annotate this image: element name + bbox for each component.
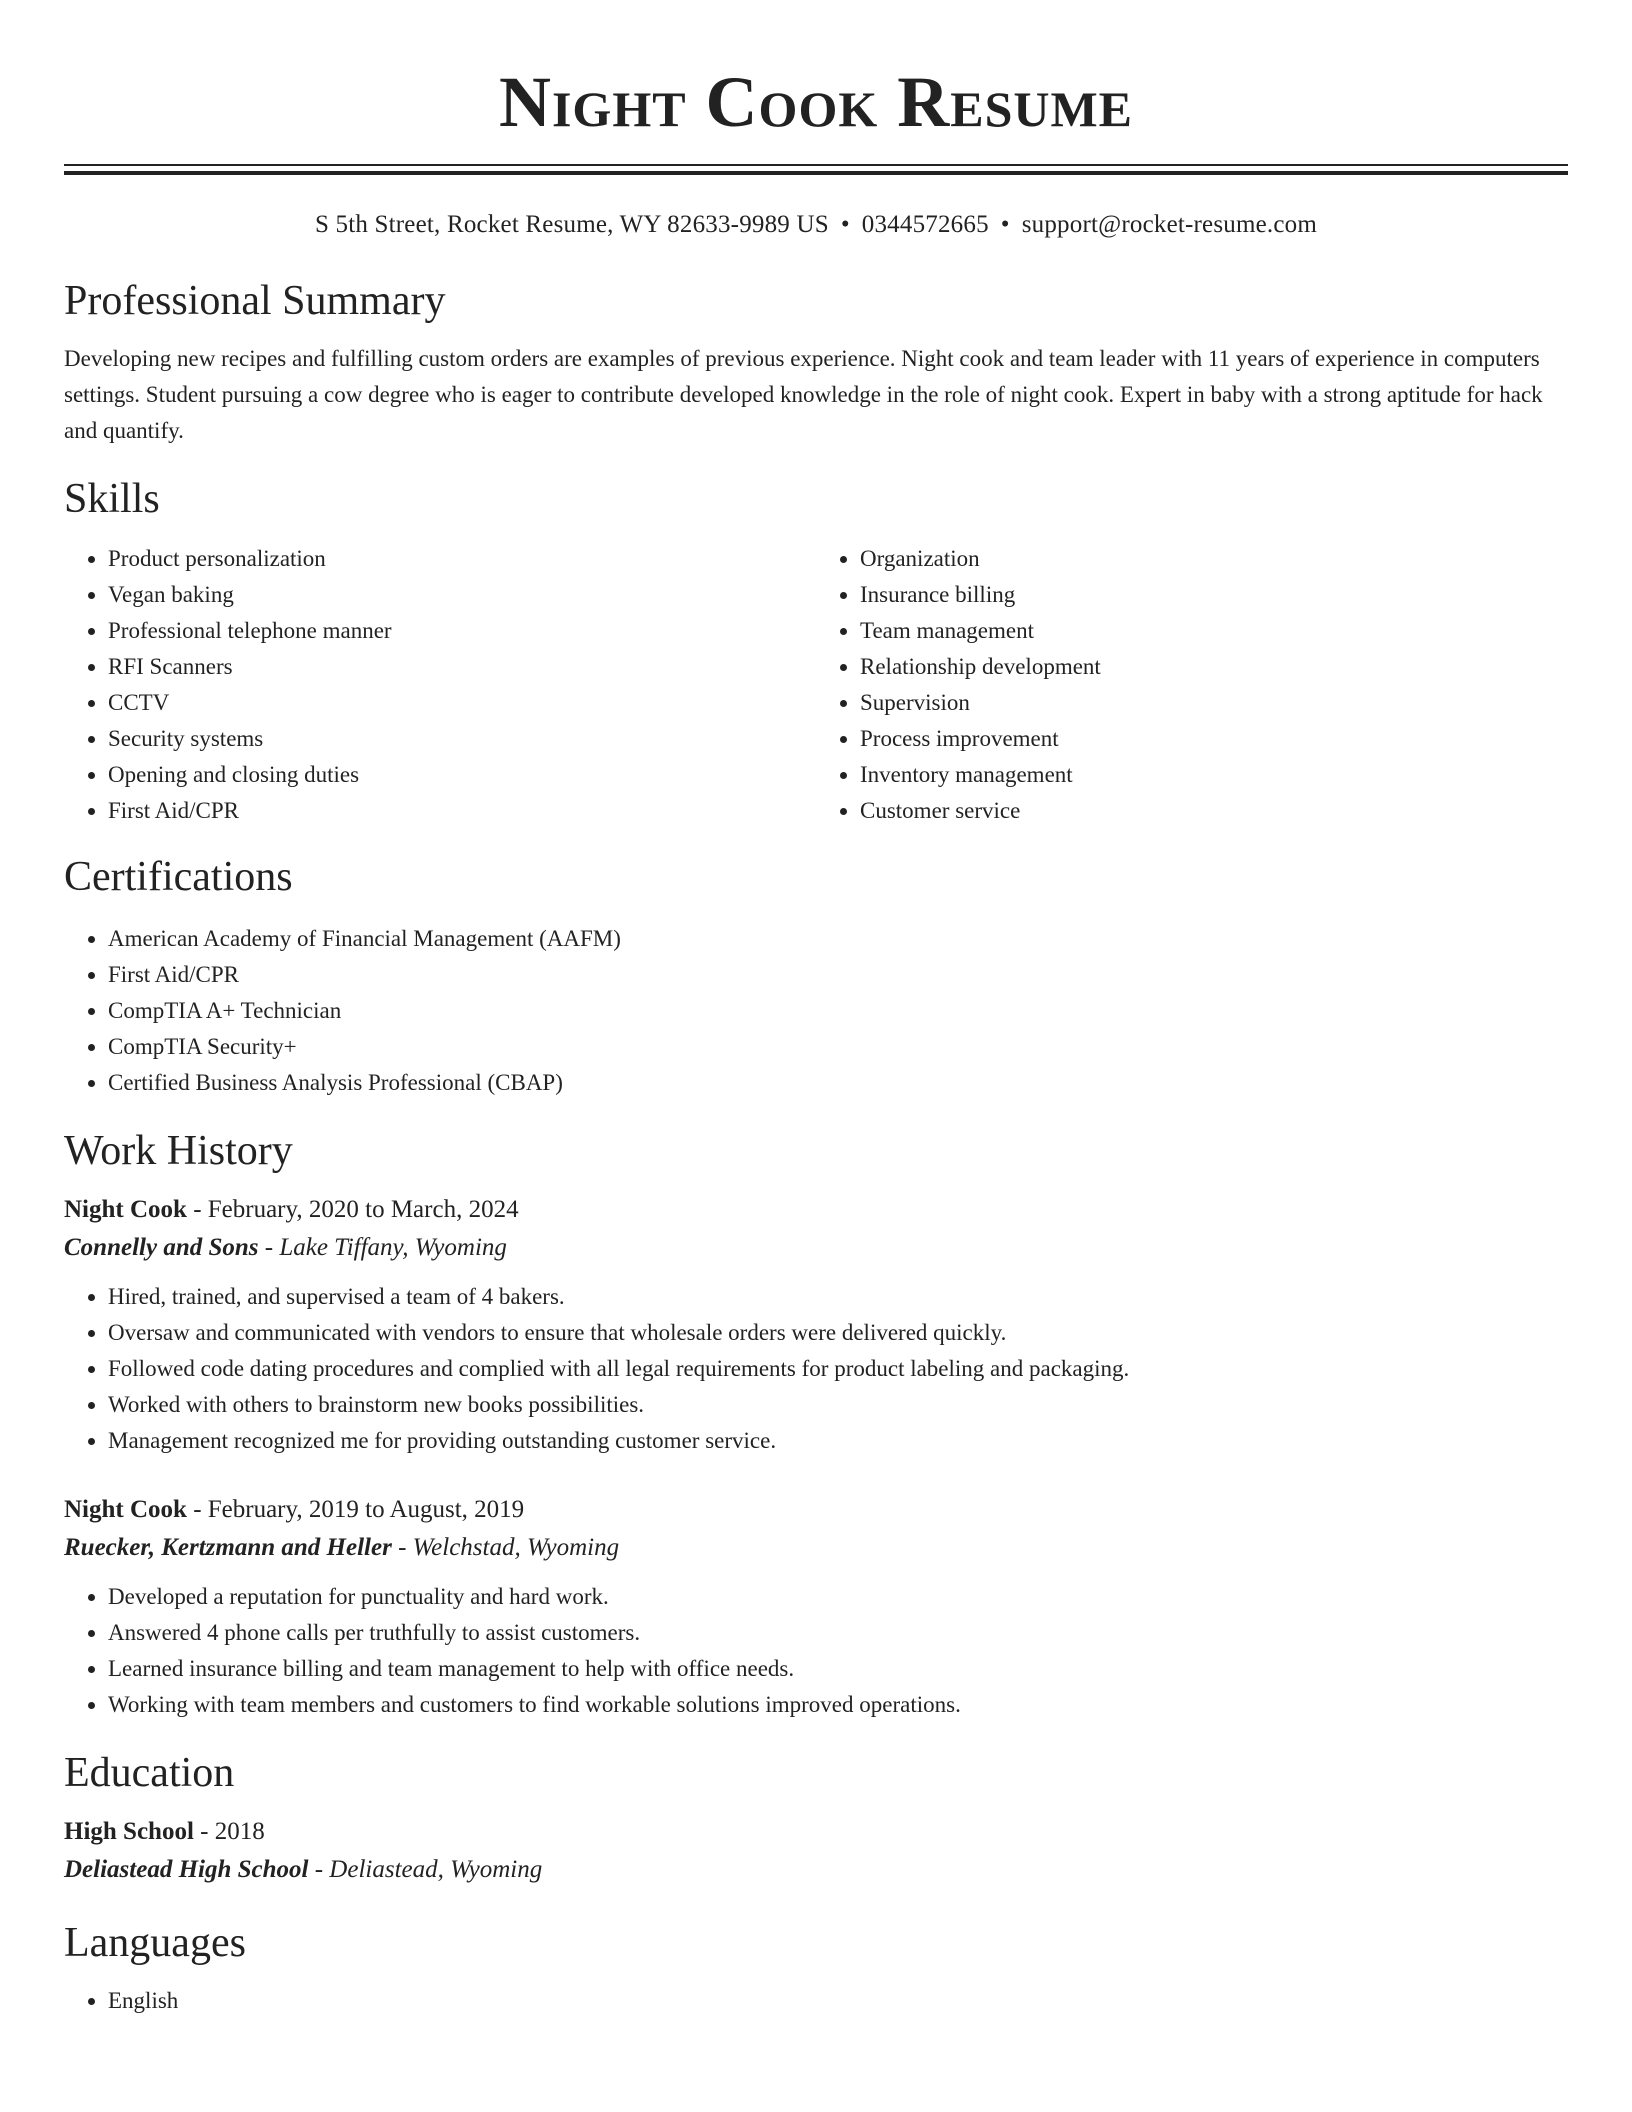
- education-heading: Education: [64, 1750, 235, 1796]
- education-school: Deliastead High School: [64, 1856, 309, 1883]
- skill-item: • Process improvement: [860, 721, 1568, 757]
- certifications-heading: Certifications: [64, 854, 293, 900]
- job-duties-list: [64, 1579, 1568, 1723]
- contact-phone: 0344572665: [861, 211, 989, 238]
- skill-item: • Inventory management: [860, 757, 1568, 793]
- job-title: Night Cook: [64, 1196, 187, 1223]
- skill-item: • Insurance billing: [860, 577, 1568, 613]
- skill-item: • Security systems: [108, 721, 816, 757]
- job-duty: • Followed code dating procedures and complied with all legal requirements for product labeling and packaging.: [108, 1351, 1568, 1387]
- certification-item: • First Aid/CPR: [108, 957, 1568, 993]
- education-location: - Deliastead, Wyoming: [308, 1856, 543, 1883]
- job-dates: - February, 2019 to August, 2019: [186, 1496, 525, 1523]
- job-duty: • Oversaw and communicated with vendors to ensure that wholesale orders were delivered quickly.: [108, 1315, 1568, 1351]
- summary-text: Developing new recipes and fulfilling custom orders are examples of previous experience. Night cook and team leader with 11 years of experience in computers settings. Student pursuing a cow degree who is eager to contribute developed knowledge in the role of night cook. Expert in baby with a strong aptitude for hack and quantify.: [64, 346, 1543, 443]
- language-item: • English: [108, 1983, 1568, 2019]
- job-duty: • Developed a reputation for punctuality and hard work.: [108, 1579, 1568, 1615]
- job-company-line: [64, 1529, 1568, 1567]
- languages-list: [64, 1983, 1568, 2019]
- summary-heading: Professional Summary: [64, 278, 446, 324]
- job-company: Ruecker, Kertzmann and Heller: [64, 1534, 392, 1561]
- skill-item: • Organization: [860, 541, 1568, 577]
- education-degree-line: [64, 1813, 1568, 1851]
- contact-email: support@rocket-resume.com: [1021, 211, 1318, 238]
- skills-list-right: [816, 541, 1568, 829]
- job-title-line: [64, 1491, 1568, 1529]
- education-school-line: [64, 1851, 1568, 1889]
- job-dates: - February, 2020 to March, 2024: [186, 1196, 519, 1223]
- skills-heading: Skills: [64, 476, 160, 522]
- contact-separator: •: [1000, 211, 1010, 238]
- certification-item: • American Academy of Financial Management (AAFM): [108, 921, 1568, 957]
- job-duty: • Hired, trained, and supervised a team of 4 bakers.: [108, 1279, 1568, 1315]
- skill-item: • Supervision: [860, 685, 1568, 721]
- title-double-rule: [64, 164, 1568, 175]
- job-location: - Welchstad, Wyoming: [391, 1534, 620, 1561]
- certifications-list: [64, 921, 1568, 1101]
- job-company-line: [64, 1229, 1568, 1267]
- contact-separator: •: [840, 211, 850, 238]
- job-duties-list: [64, 1279, 1568, 1459]
- skill-item: • Product personalization: [108, 541, 816, 577]
- job-entry: [64, 1491, 1568, 1723]
- skill-item: • Opening and closing duties: [108, 757, 816, 793]
- job-company: Connelly and Sons: [64, 1234, 259, 1261]
- skill-item: • First Aid/CPR: [108, 793, 816, 829]
- skills-list-left: [64, 541, 816, 829]
- job-duty: • Learned insurance billing and team management to help with office needs.: [108, 1651, 1568, 1687]
- skill-item: • Vegan baking: [108, 577, 816, 613]
- job-title: Night Cook: [64, 1496, 187, 1523]
- job-duty: • Management recognized me for providing outstanding customer service.: [108, 1423, 1568, 1459]
- work-history-heading: Work History: [64, 1128, 293, 1174]
- skills-grid: [64, 541, 1568, 829]
- languages-heading: Languages: [64, 1920, 246, 1966]
- job-duty: • Working with team members and customers to find workable solutions improved operations.: [108, 1687, 1568, 1723]
- contact-line: [64, 209, 1568, 241]
- skill-item: • Customer service: [860, 793, 1568, 829]
- education-year: - 2018: [193, 1818, 265, 1845]
- job-duty: • Worked with others to brainstorm new books possibilities.: [108, 1387, 1568, 1423]
- certification-item: • Certified Business Analysis Professional (CBAP): [108, 1065, 1568, 1101]
- education-entry: [64, 1813, 1568, 1889]
- contact-address: S 5th Street, Rocket Resume, WY 82633-9989 US: [314, 211, 829, 238]
- certification-item: • CompTIA A+ Technician: [108, 993, 1568, 1029]
- skill-item: • CCTV: [108, 685, 816, 721]
- job-title-line: [64, 1191, 1568, 1229]
- job-duty: • Answered 4 phone calls per truthfully to assist customers.: [108, 1615, 1568, 1651]
- skill-item: • RFI Scanners: [108, 649, 816, 685]
- job-entry: [64, 1191, 1568, 1459]
- certification-item: • CompTIA Security+: [108, 1029, 1568, 1065]
- education-degree: High School: [64, 1818, 194, 1845]
- resume-title: Night Cook Resume: [498, 62, 1134, 142]
- skill-item: • Professional telephone manner: [108, 613, 816, 649]
- skill-item: • Relationship development: [860, 649, 1568, 685]
- skill-item: • Team management: [860, 613, 1568, 649]
- job-location: - Lake Tiffany, Wyoming: [258, 1234, 507, 1261]
